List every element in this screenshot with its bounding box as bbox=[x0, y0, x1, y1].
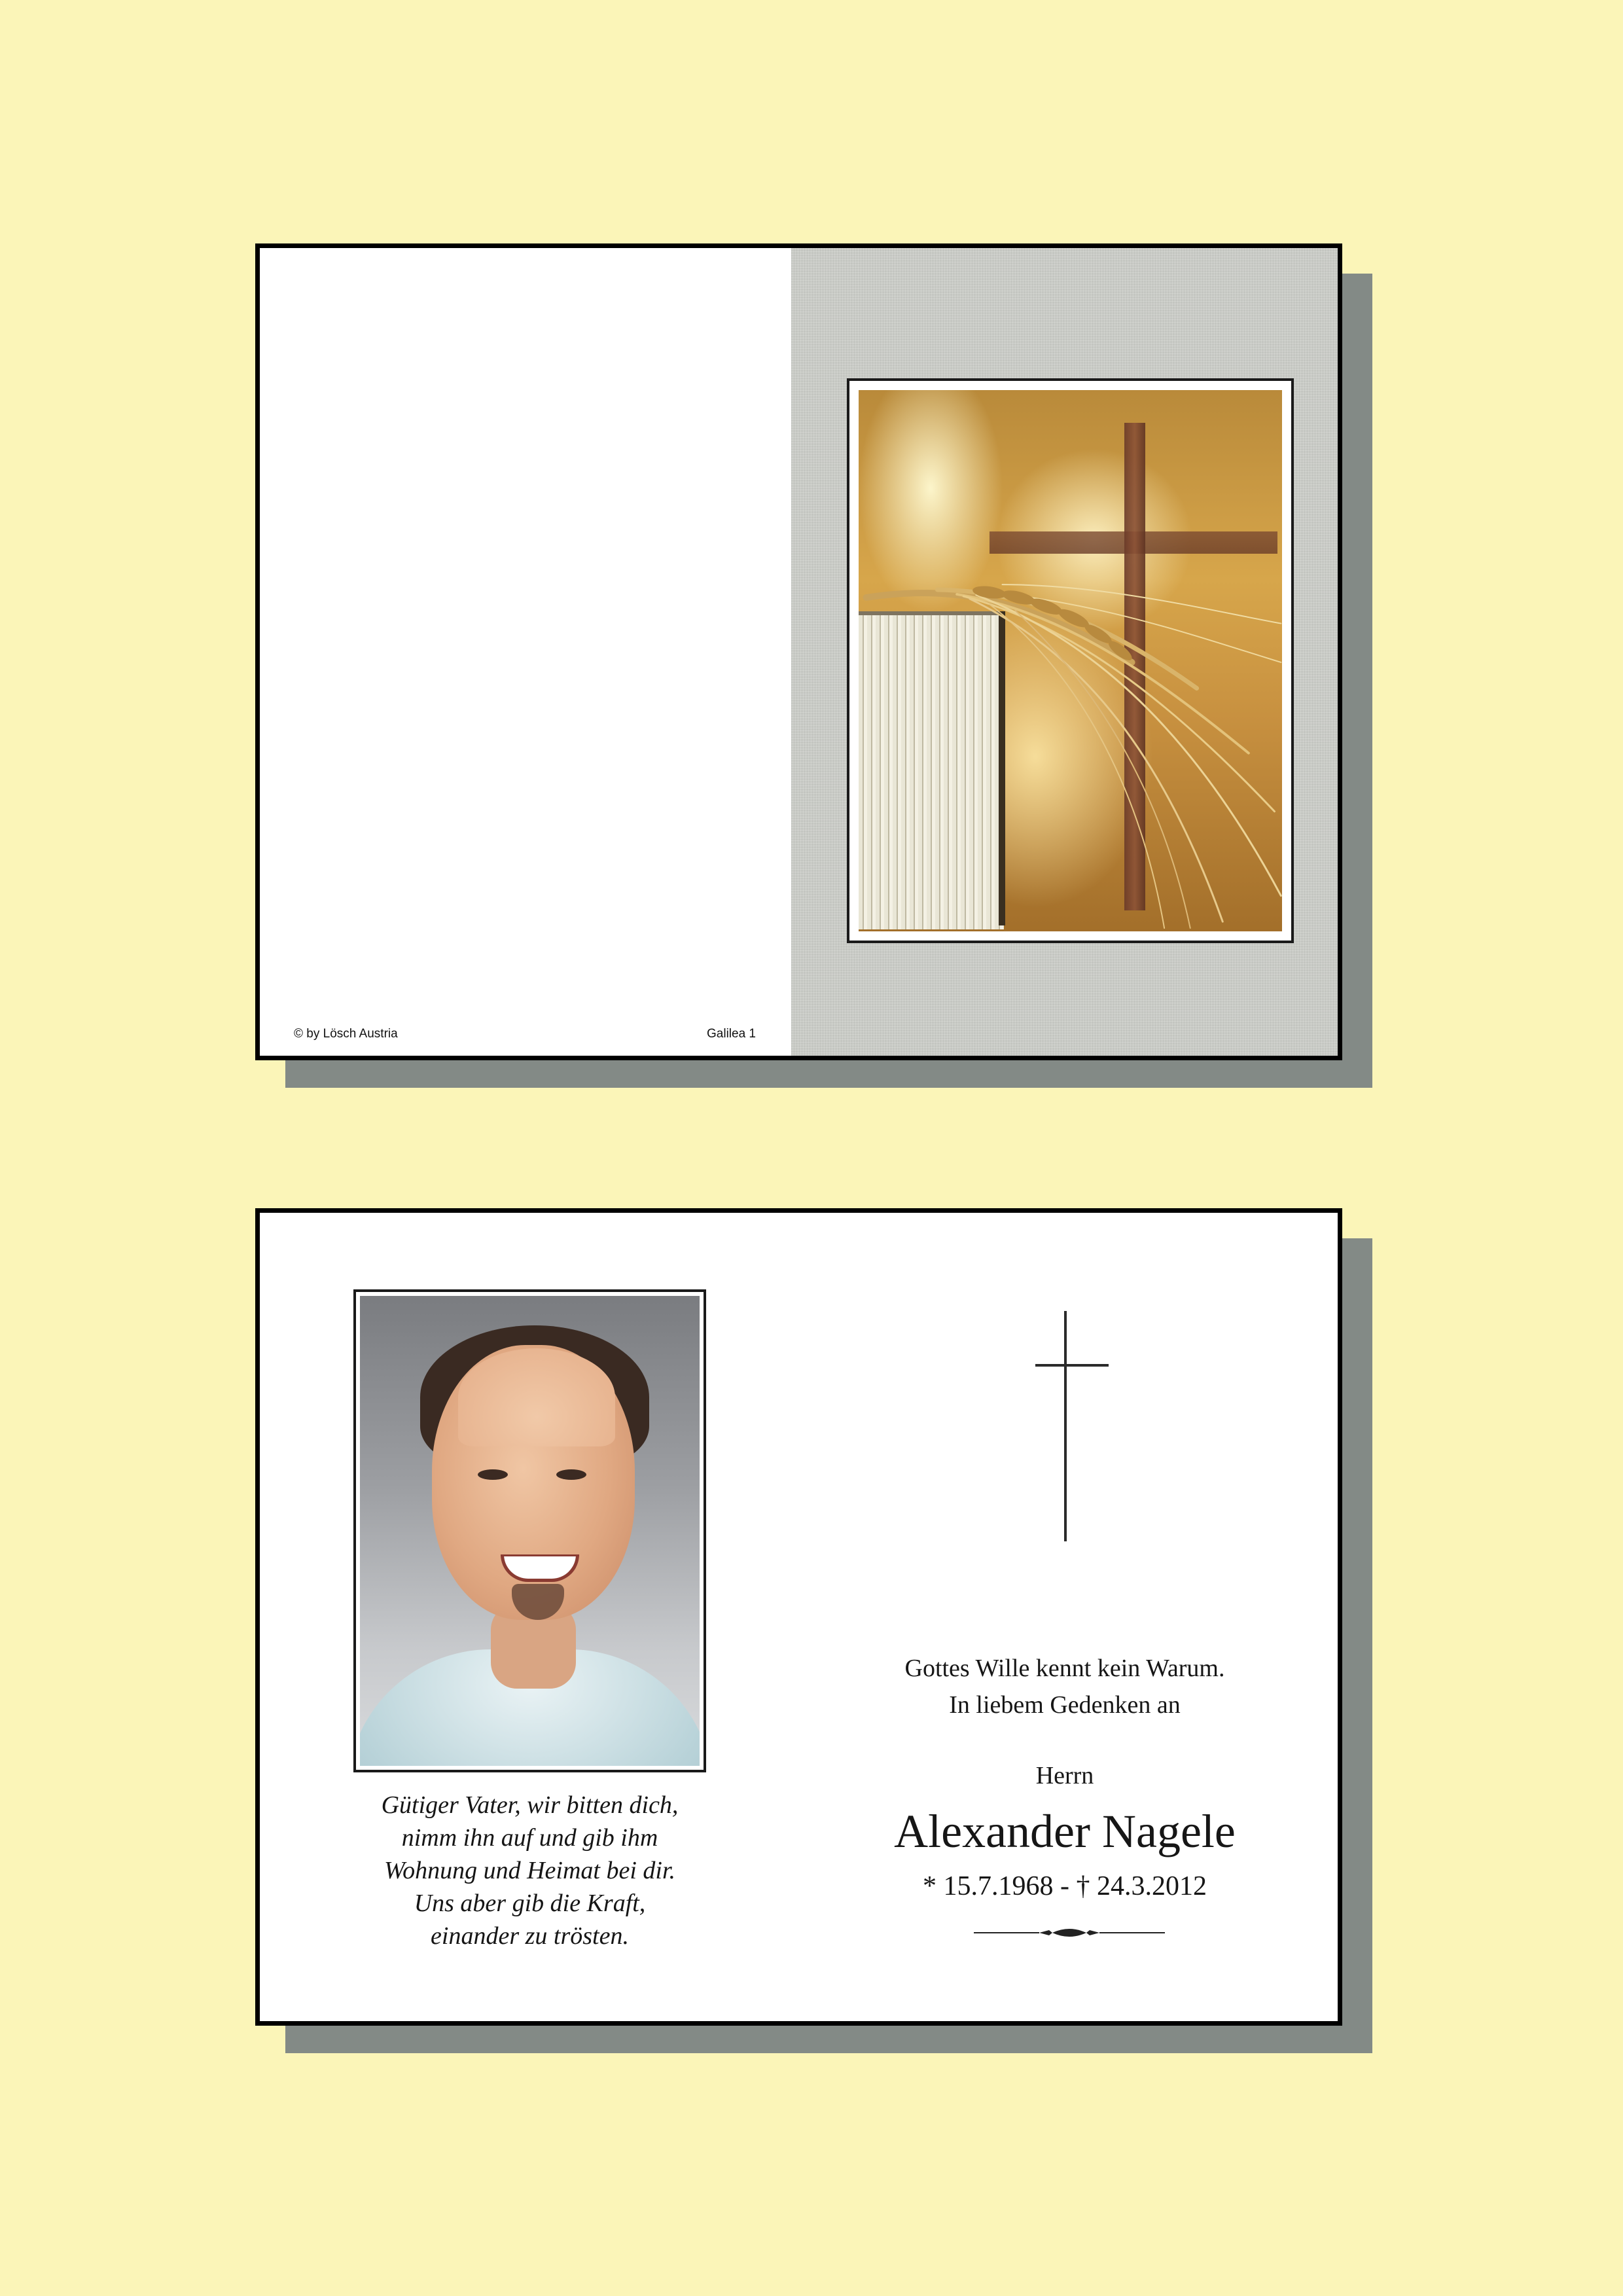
motto-line: In liebem Gedenken an bbox=[949, 1691, 1181, 1719]
cross-icon-beam bbox=[1035, 1364, 1109, 1367]
wheat-cross-book-image bbox=[859, 390, 1282, 931]
wheat-ear-icon bbox=[859, 390, 1282, 931]
design-code-text: Galilea 1 bbox=[707, 1027, 756, 1041]
salutation: Herrn bbox=[1035, 1762, 1094, 1789]
linen-panel bbox=[791, 248, 1338, 1056]
verse-line: Gütiger Vater, wir bitten dich, bbox=[381, 1791, 679, 1819]
picture-frame bbox=[847, 378, 1294, 943]
portrait-eye-left bbox=[478, 1469, 508, 1480]
verse-line: Uns aber gib die Kraft, bbox=[414, 1890, 646, 1917]
verse-line: nimm ihn auf und gib ihm bbox=[401, 1824, 658, 1852]
ornament-divider-icon bbox=[974, 1926, 1165, 1939]
life-dates: * 15.7.1968 - † 24.3.2012 bbox=[923, 1871, 1207, 1901]
motto bbox=[829, 1650, 1300, 1723]
copyright-text: © by Lösch Austria bbox=[294, 1027, 398, 1041]
verse-line: einander zu trösten. bbox=[431, 1922, 629, 1950]
front-card-blank-panel bbox=[260, 248, 791, 1056]
portrait-frame bbox=[353, 1289, 706, 1772]
portrait-forehead bbox=[458, 1348, 615, 1446]
verse-line: Wohnung und Heimat bei dir. bbox=[383, 1857, 676, 1884]
prayer-verse bbox=[299, 1789, 760, 1952]
motto-line: Gottes Wille kennt kein Warum. bbox=[904, 1655, 1225, 1682]
portrait-photo bbox=[360, 1296, 700, 1766]
cross-icon bbox=[1064, 1311, 1067, 1541]
portrait-eye-right bbox=[556, 1469, 586, 1480]
deceased-name: Alexander Nagele bbox=[894, 1805, 1236, 1857]
inside-card bbox=[255, 1208, 1342, 2026]
front-card bbox=[255, 243, 1342, 1060]
